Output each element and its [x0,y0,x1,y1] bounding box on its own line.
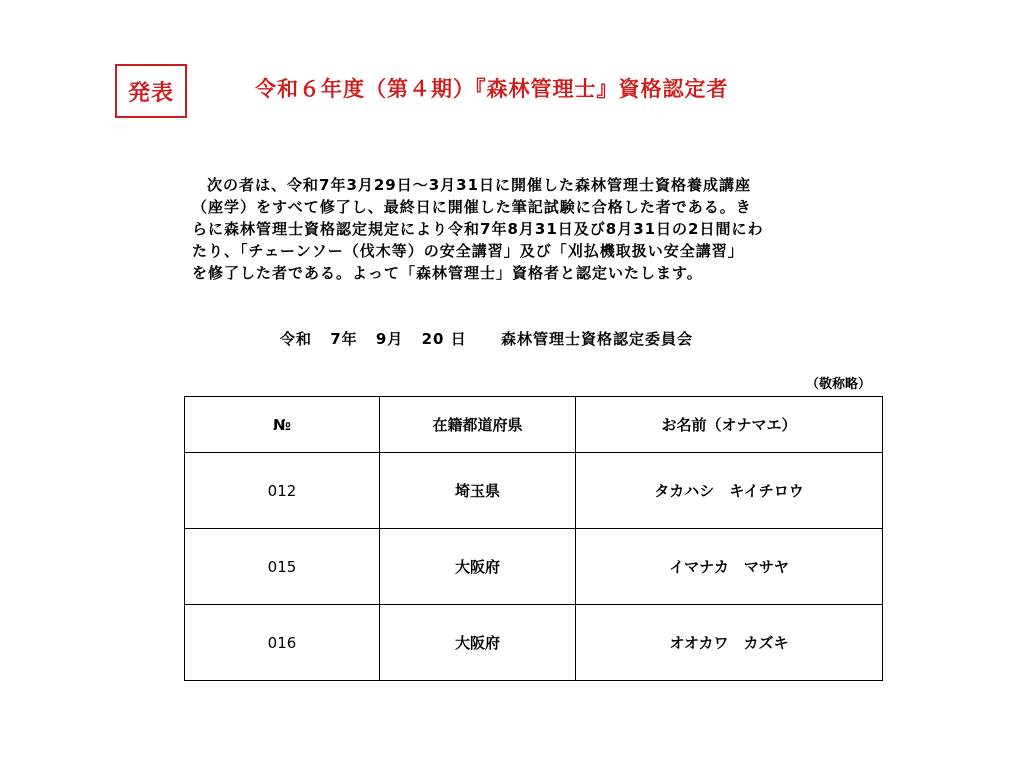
announcement-body [192,174,882,284]
cell-prefecture: 大阪府 [380,529,576,605]
body-line: 次の者は、令和7年3月29日～3月31日に開催した森林管理士資格養成講座 [207,176,752,194]
table-row [185,605,883,681]
date-day: 20 日 [421,330,467,348]
announcement-stamp: 発表 [115,64,187,118]
body-line: らに森林管理士資格認定規定により令和7年8月31日及び8月31日の2日間にわ [192,220,764,238]
header-number: № [185,397,380,453]
table-row [185,529,883,605]
date-era: 令和 [280,330,313,348]
date-line [280,328,693,349]
certified-persons-table [184,396,883,681]
cell-number: 012 [185,453,380,529]
table-row [185,453,883,529]
body-line: （座学）をすべて修了し、最終日に開催した筆記試験に合格した者である。き [192,198,752,216]
committee-name: 森林管理士資格認定委員会 [500,330,693,348]
cell-prefecture: 埼玉県 [380,453,576,529]
table-header-row [185,397,883,453]
cell-number: 016 [185,605,380,681]
cell-prefecture: 大阪府 [380,605,576,681]
cell-number: 015 [185,529,380,605]
cell-name: オオカワ カズキ [576,605,883,681]
header-prefecture: 在籍都道府県 [380,397,576,453]
body-line: を修了した者である。よって「森林管理士」資格者と認定いたします。 [192,264,703,282]
header-name: お名前（オナマエ） [576,397,883,453]
date-month: 9月 [375,330,404,348]
body-line: たり、「チェーンソー（伐木等）の安全講習」及び「刈払機取扱い安全講習」 [192,242,744,260]
cell-name: タカハシ キイチロウ [576,453,883,529]
page-title: 令和６年度（第４期）『森林管理士』資格認定者 [255,77,729,101]
date-year: 7年 [330,330,358,348]
cell-name: イマナカ マサヤ [576,529,883,605]
honorific-note: （敬称略） [806,377,872,392]
